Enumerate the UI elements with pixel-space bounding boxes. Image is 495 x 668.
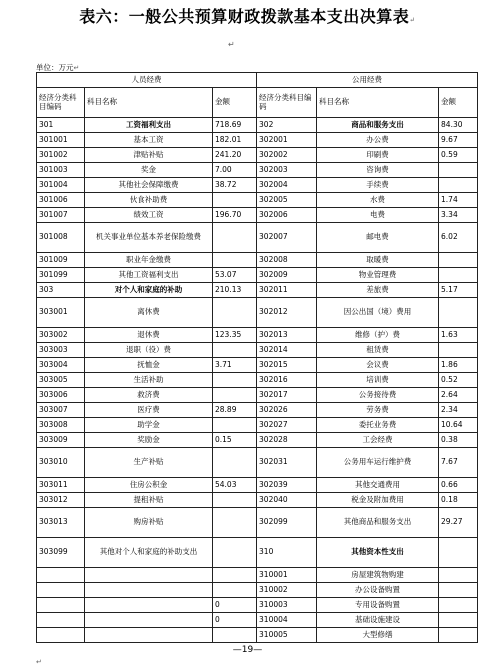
left-code-cell: 303011 [37,478,85,493]
table-row [37,508,478,538]
left-name-cell: 对个人和家庭的补助 [85,283,213,298]
right-name-cell: 工会经费 [317,433,439,448]
table-row [37,118,478,133]
left-amount-cell: 210.13 [213,283,257,298]
left-amount-cell: 3.71 [213,358,257,373]
left-name-cell: 津贴补贴 [85,148,213,163]
left-name-cell [85,568,213,583]
subject-name-header: 科目名称 [317,88,439,118]
right-name-cell: 公务用车运行维护费 [317,448,439,478]
left-name-cell: 医疗费 [85,403,213,418]
subject-name-header: 科目名称 [85,88,213,118]
group-header-row [37,73,478,88]
right-code-cell: 302007 [257,223,317,253]
right-name-cell: 手续费 [317,178,439,193]
table-row [37,328,478,343]
table-row [37,583,478,598]
right-code-cell: 302039 [257,478,317,493]
right-code-cell: 302028 [257,433,317,448]
left-code-cell: 303099 [37,538,85,568]
table-row [37,178,478,193]
right-name-cell: 大型修缮 [317,628,439,643]
table-row [37,253,478,268]
right-amount-cell: 0.66 [439,478,478,493]
table-row [37,373,478,388]
left-name-cell: 购房补贴 [85,508,213,538]
left-name-cell: 生产补贴 [85,448,213,478]
right-code-cell: 302013 [257,328,317,343]
left-code-cell [37,628,85,643]
left-code-cell: 301006 [37,193,85,208]
right-name-cell: 其他商品和服务支出 [317,508,439,538]
table-row [37,193,478,208]
right-code-cell: 302015 [257,358,317,373]
right-name-cell: 因公出国（境）费用 [317,298,439,328]
right-amount-cell: 84.30 [439,118,478,133]
budget-table [36,72,478,643]
right-amount-cell: 9.67 [439,133,478,148]
left-name-cell: 救济费 [85,388,213,403]
right-name-cell: 水费 [317,193,439,208]
right-name-cell: 房屋建筑物购建 [317,568,439,583]
right-name-cell: 基础设施建设 [317,613,439,628]
right-amount-cell [439,163,478,178]
right-code-cell: 302002 [257,148,317,163]
table-row [37,538,478,568]
left-amount-cell [213,298,257,328]
left-code-cell: 303007 [37,403,85,418]
left-amount-cell [213,253,257,268]
right-amount-cell: 0.52 [439,373,478,388]
left-name-cell: 退职（役）费 [85,343,213,358]
personnel-expense-header: 人员经费 [37,73,257,88]
econ-code-header: 经济分类科目编码 [257,88,317,118]
left-amount-cell [213,493,257,508]
right-code-cell: 310 [257,538,317,568]
left-code-cell: 301 [37,118,85,133]
right-name-cell: 办公费 [317,133,439,148]
left-code-cell: 303002 [37,328,85,343]
right-amount-cell: 10.64 [439,418,478,433]
left-amount-cell: 182.01 [213,133,257,148]
right-amount-cell: 2.34 [439,403,478,418]
table-row [37,133,478,148]
left-code-cell: 301008 [37,223,85,253]
page-title: 表六：一般公共预算财政拨款基本支出决算表↵ [79,7,416,26]
left-amount-cell: 28.89 [213,403,257,418]
left-amount-cell [213,568,257,583]
table-row [37,598,478,613]
left-amount-cell: 7.00 [213,163,257,178]
left-name-cell: 绩效工资 [85,208,213,223]
left-name-cell: 机关事业单位基本养老保险缴费 [85,223,213,253]
left-amount-cell: 54.03 [213,478,257,493]
left-amount-cell [213,538,257,568]
right-name-cell: 专用设备购置 [317,598,439,613]
table-row [37,478,478,493]
left-code-cell: 303006 [37,388,85,403]
left-code-cell [37,568,85,583]
left-code-cell: 303010 [37,448,85,478]
right-name-cell: 公务接待费 [317,388,439,403]
right-name-cell: 劳务费 [317,403,439,418]
right-amount-cell: 5.17 [439,283,478,298]
left-amount-cell: 53.07 [213,268,257,283]
table-row [37,388,478,403]
right-amount-cell: 1.86 [439,358,478,373]
left-code-cell: 301009 [37,253,85,268]
left-amount-cell [213,583,257,598]
left-code-cell: 301007 [37,208,85,223]
table-row [37,613,478,628]
left-code-cell: 301001 [37,133,85,148]
right-amount-cell [439,568,478,583]
right-code-cell: 302016 [257,373,317,388]
left-code-cell [37,613,85,628]
right-code-cell: 302006 [257,208,317,223]
right-amount-cell: 1.74 [439,193,478,208]
right-amount-cell: 3.34 [439,208,478,223]
right-name-cell: 差旅费 [317,283,439,298]
right-amount-cell [439,268,478,283]
left-name-cell: 退休费 [85,328,213,343]
left-amount-cell: 0.15 [213,433,257,448]
right-amount-cell [439,583,478,598]
right-code-cell: 310005 [257,628,317,643]
table-row [37,358,478,373]
left-code-cell: 303009 [37,433,85,448]
left-name-cell: 奖励金 [85,433,213,448]
left-name-cell: 基本工资 [85,133,213,148]
right-name-cell: 培训费 [317,373,439,388]
left-amount-cell [213,418,257,433]
right-code-cell: 302040 [257,493,317,508]
right-name-cell: 办公设备购置 [317,583,439,598]
right-amount-cell [439,613,478,628]
left-name-cell [85,628,213,643]
public-expense-header: 公用经费 [257,73,478,88]
right-code-cell: 302011 [257,283,317,298]
right-name-cell: 租赁费 [317,343,439,358]
table-row [37,493,478,508]
left-code-cell: 303005 [37,373,85,388]
left-amount-cell [213,388,257,403]
right-code-cell: 302004 [257,178,317,193]
right-amount-cell: 0.18 [439,493,478,508]
right-code-cell: 302099 [257,508,317,538]
left-name-cell [85,583,213,598]
left-code-cell: 303003 [37,343,85,358]
left-amount-cell: 123.35 [213,328,257,343]
unit-label: 单位：万元↵ [36,63,80,72]
left-amount-cell [213,343,257,358]
table-row [37,298,478,328]
right-amount-cell: 2.64 [439,388,478,403]
right-amount-cell: 0.38 [439,433,478,448]
table-row [37,148,478,163]
right-code-cell: 302027 [257,418,317,433]
left-name-cell: 职业年金缴费 [85,253,213,268]
left-code-cell [37,583,85,598]
left-amount-cell [213,223,257,253]
left-name-cell: 提租补贴 [85,493,213,508]
left-code-cell: 303 [37,283,85,298]
left-name-cell: 工资福利支出 [85,118,213,133]
right-amount-cell: 7.67 [439,448,478,478]
table-row [37,628,478,643]
right-name-cell: 咨询费 [317,163,439,178]
column-header-row [37,88,478,118]
right-name-cell: 物业管理费 [317,268,439,283]
left-code-cell: 303013 [37,508,85,538]
right-name-cell: 印刷费 [317,148,439,163]
right-code-cell: 302014 [257,343,317,358]
right-name-cell: 税金及附加费用 [317,493,439,508]
table-row [37,163,478,178]
left-amount-cell: 0 [213,613,257,628]
right-code-cell: 302003 [257,163,317,178]
left-name-cell: 助学金 [85,418,213,433]
left-name-cell: 生活补助 [85,373,213,388]
right-name-cell: 取暖费 [317,253,439,268]
right-amount-cell [439,343,478,358]
right-code-cell: 302012 [257,298,317,328]
right-amount-cell [439,253,478,268]
right-amount-cell [439,298,478,328]
paragraph-mark-icon: ↵ [409,16,416,24]
table-row [37,283,478,298]
right-name-cell: 其他资本性支出 [317,538,439,568]
left-name-cell: 其他社会保障缴费 [85,178,213,193]
right-code-cell: 310003 [257,598,317,613]
left-code-cell: 301002 [37,148,85,163]
left-code-cell: 301003 [37,163,85,178]
right-code-cell: 302009 [257,268,317,283]
right-name-cell: 电费 [317,208,439,223]
left-code-cell [37,598,85,613]
left-amount-cell [213,628,257,643]
left-name-cell: 伙食补助费 [85,193,213,208]
right-name-cell: 委托业务费 [317,418,439,433]
right-code-cell: 302001 [257,133,317,148]
right-code-cell: 310002 [257,583,317,598]
right-amount-cell: 1.63 [439,328,478,343]
table-row [37,568,478,583]
right-code-cell: 310004 [257,613,317,628]
right-amount-cell [439,178,478,193]
left-code-cell: 303001 [37,298,85,328]
table-row [37,433,478,448]
left-amount-cell: 38.72 [213,178,257,193]
left-name-cell [85,598,213,613]
left-amount-cell [213,373,257,388]
left-name-cell: 抚恤金 [85,358,213,373]
right-amount-cell: 0.59 [439,148,478,163]
right-name-cell: 其他交通费用 [317,478,439,493]
right-amount-cell: 6.02 [439,223,478,253]
left-amount-cell [213,448,257,478]
table-row [37,208,478,223]
left-name-cell: 住房公积金 [85,478,213,493]
left-code-cell: 303012 [37,493,85,508]
right-code-cell: 302031 [257,448,317,478]
left-code-cell: 301099 [37,268,85,283]
right-name-cell: 邮电费 [317,223,439,253]
econ-code-header: 经济分类科目编码 [37,88,85,118]
left-name-cell: 奖金 [85,163,213,178]
table-row [37,403,478,418]
right-code-cell: 310001 [257,568,317,583]
right-amount-cell: 29.27 [439,508,478,538]
left-amount-cell: 718.69 [213,118,257,133]
paragraph-mark-icon: ↵ [228,40,235,49]
table-row [37,343,478,358]
left-amount-cell [213,508,257,538]
right-amount-cell [439,538,478,568]
amount-header: 金额 [439,88,478,118]
left-name-cell: 离休费 [85,298,213,328]
right-code-cell: 302008 [257,253,317,268]
left-amount-cell: 241.20 [213,148,257,163]
page-number: —19— [232,645,263,655]
right-code-cell: 302005 [257,193,317,208]
right-code-cell: 302026 [257,403,317,418]
amount-header: 金额 [213,88,257,118]
left-amount-cell: 196.70 [213,208,257,223]
left-name-cell: 其他工资福利支出 [85,268,213,283]
right-name-cell: 商品和服务支出 [317,118,439,133]
right-name-cell: 维修（护）费 [317,328,439,343]
left-code-cell: 301004 [37,178,85,193]
left-code-cell: 303004 [37,358,85,373]
left-amount-cell [213,193,257,208]
left-name-cell [85,613,213,628]
table-row [37,268,478,283]
right-amount-cell [439,628,478,643]
right-amount-cell [439,598,478,613]
left-name-cell: 其他对个人和家庭的补助支出 [85,538,213,568]
table-row [37,223,478,253]
right-code-cell: 302017 [257,388,317,403]
right-name-cell: 会议费 [317,358,439,373]
left-code-cell: 303008 [37,418,85,433]
left-amount-cell: 0 [213,598,257,613]
right-code-cell: 302 [257,118,317,133]
paragraph-mark-icon: ↵ [36,658,42,666]
table-row [37,448,478,478]
table-row [37,418,478,433]
